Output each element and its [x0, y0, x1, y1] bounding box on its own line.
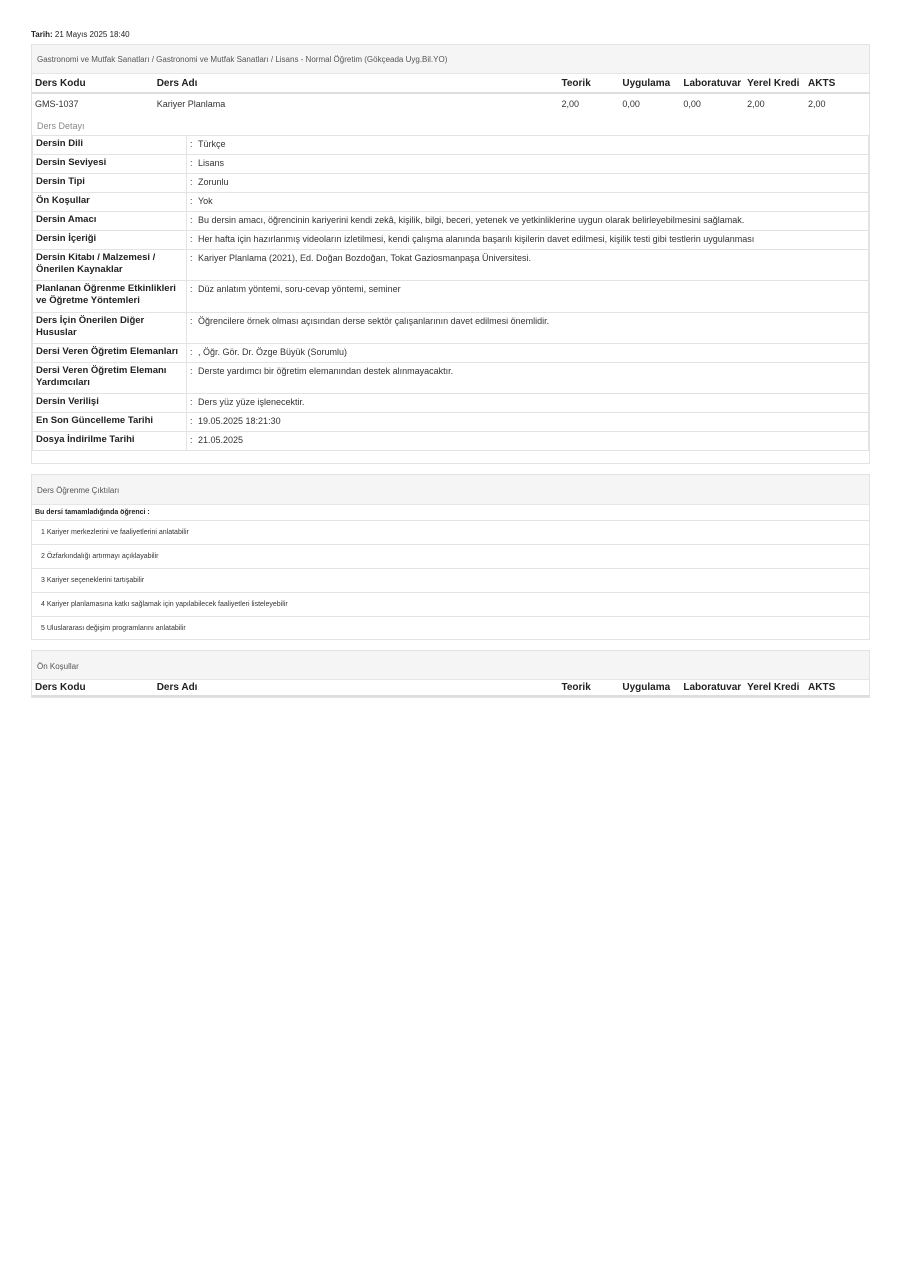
detail-separator: : — [190, 347, 193, 357]
detail-separator: : — [190, 215, 193, 225]
col-akts: AKTS — [805, 680, 869, 696]
detail-separator: : — [190, 196, 193, 206]
detail-value-cell — [187, 136, 869, 155]
detail-row — [33, 231, 869, 250]
detail-value: , Öğr. Gör. Dr. Özge Büyük (Sorumlu) — [198, 347, 348, 357]
detail-value: Kariyer Planlama (2021), Ed. Doğan Bozdoğan, Tokat Gaziosmanpaşa Üniversitesi. — [198, 253, 532, 263]
list-item: 1 Kariyer merkezlerini ve faaliyetlerini anlatabilir — [32, 521, 869, 545]
detail-row — [33, 313, 869, 344]
detail-value-cell — [187, 413, 869, 432]
detail-separator: : — [190, 397, 193, 407]
details-title: Ders Detayı — [37, 121, 85, 131]
detail-value: Bu dersin amacı, öğrencinin kariyerini kendi zekâ, kişilik, bilgi, beceri, yetenek ve yetkinliklerine uygun olarak belirleyebilmesini sağlamak. — [198, 215, 745, 225]
detail-separator: : — [190, 416, 193, 426]
course-table-header — [32, 74, 869, 93]
detail-separator: : — [190, 435, 193, 445]
detail-row — [33, 413, 869, 432]
detail-label: Ders İçin Önerilen Diğer Hususlar — [33, 313, 187, 344]
table-row — [32, 93, 869, 113]
detail-label: Dersin Seviyesi — [33, 155, 187, 174]
detail-separator: : — [190, 284, 193, 294]
detail-value-cell — [187, 281, 869, 313]
detail-value-cell — [187, 432, 869, 451]
col-ders-adi: Ders Adı — [154, 74, 559, 93]
detail-value: Ders yüz yüze işlenecektir. — [198, 397, 305, 407]
detail-label: En Son Güncelleme Tarihi — [33, 413, 187, 432]
detail-value-cell — [187, 212, 869, 231]
detail-separator: : — [190, 366, 193, 376]
detail-row — [33, 281, 869, 313]
download-date — [31, 30, 130, 39]
col-akts: AKTS — [805, 74, 869, 93]
detail-value-cell — [187, 394, 869, 413]
detail-row — [33, 432, 869, 451]
detail-value-cell — [187, 193, 869, 212]
outcomes-subtitle: Bu dersi tamamladığında öğrenci : — [32, 505, 869, 521]
detail-value: Öğrencilere örnek olması açısından derse sektör çalışanlarının davet edilmesi önemlidir. — [198, 316, 550, 326]
detail-separator: : — [190, 177, 193, 187]
col-ders-kodu: Ders Kodu — [32, 680, 154, 696]
detail-label: Dosya İndirilme Tarihi — [33, 432, 187, 451]
prerequisites-panel — [31, 650, 870, 698]
detail-row — [33, 250, 869, 281]
col-uygulama: Uygulama — [619, 74, 680, 93]
col-ders-adi: Ders Adı — [154, 680, 559, 696]
course-table — [32, 74, 869, 113]
detail-separator: : — [190, 253, 193, 263]
list-item: 3 Kariyer seçeneklerini tartışabilir — [32, 569, 869, 593]
list-item: 2 Özfarkındalığı artırmayı açıklayabilir — [32, 545, 869, 569]
col-teorik: Teorik — [558, 74, 619, 93]
date-label: Tarih: — [31, 30, 53, 39]
detail-value-cell — [187, 250, 869, 281]
col-ders-kodu: Ders Kodu — [32, 74, 154, 93]
prerequisites-header — [32, 680, 869, 696]
detail-row — [33, 212, 869, 231]
detail-label: Dersin İçeriği — [33, 231, 187, 250]
detail-label: Dersi Veren Öğretim Elemanı Yardımcıları — [33, 363, 187, 394]
detail-value-cell — [187, 344, 869, 363]
detail-value-cell — [187, 174, 869, 193]
detail-value: Zorunlu — [198, 177, 229, 187]
outcomes-title: Ders Öğrenme Çıktıları — [32, 475, 869, 505]
detail-separator: : — [190, 139, 193, 149]
program-path: Gastronomi ve Mutfak Sanatları / Gastronomi ve Mutfak Sanatları / Lisans - Normal Öğretim (Gökçeada Uyg.Bil.YO) — [32, 45, 869, 74]
detail-row — [33, 193, 869, 212]
detail-label: Dersin Tipi — [33, 174, 187, 193]
outcomes-panel — [31, 474, 870, 640]
detail-label: Dersin Dili — [33, 136, 187, 155]
detail-value: Yok — [198, 196, 213, 206]
detail-label: Planlanan Öğrenme Etkinlikleri ve Öğretme Yöntemleri — [33, 281, 187, 313]
detail-value: 19.05.2025 18:21:30 — [198, 416, 281, 426]
col-laboratuvar: Laboratuvar — [680, 74, 744, 93]
detail-separator: : — [190, 158, 193, 168]
col-laboratuvar: Laboratuvar — [680, 680, 744, 696]
col-yerel-kredi: Yerel Kredi — [744, 680, 805, 696]
detail-separator: : — [190, 316, 193, 326]
cell-yerel-kredi: 2,00 — [747, 98, 765, 109]
cell-ders-adi: Kariyer Planlama — [156, 98, 226, 109]
detail-label: Dersin Amacı — [33, 212, 187, 231]
col-teorik: Teorik — [558, 680, 619, 696]
detail-value: Her hafta için hazırlanmış videoların izletilmesi, kendi çalışma alanında başarılı kişilerin davet edilmesi, kişilik testi gibi testlerin uygulanması — [198, 234, 755, 244]
detail-row — [33, 155, 869, 174]
cell-ders-kodu: GMS-1037 — [35, 98, 79, 109]
detail-value: Türkçe — [198, 139, 226, 149]
list-item: 5 Uluslararası değişim programlarını anlatabilir — [41, 625, 186, 632]
cell-uygulama: 0,00 — [622, 98, 640, 109]
detail-value-cell — [187, 363, 869, 394]
course-panel — [31, 44, 870, 464]
date-value: 21 Mayıs 2025 18:40 — [54, 30, 130, 39]
outcomes-list — [32, 521, 869, 640]
col-uygulama: Uygulama — [619, 680, 680, 696]
prerequisites-title: Ön Koşullar — [32, 651, 869, 680]
details-table — [32, 135, 869, 451]
detail-label: Dersin Verilişi — [33, 394, 187, 413]
detail-value-cell — [187, 231, 869, 250]
prerequisites-table — [32, 680, 869, 697]
detail-label: Ön Koşullar — [33, 193, 187, 212]
cell-teorik: 2,00 — [561, 98, 580, 109]
detail-row — [33, 363, 869, 394]
detail-row — [33, 344, 869, 363]
detail-separator: : — [190, 234, 193, 244]
detail-label: Dersin Kitabı / Malzemesi / Önerilen Kaynaklar — [33, 250, 187, 281]
cell-laboratuvar: 0,00 — [683, 98, 701, 109]
detail-value: Lisans — [198, 158, 225, 168]
detail-value-cell — [187, 155, 869, 174]
detail-row — [33, 174, 869, 193]
detail-value: 21.05.2025 — [198, 435, 244, 445]
detail-label: Dersi Veren Öğretim Elemanları — [33, 344, 187, 363]
detail-value: Düz anlatım yöntemi, soru-cevap yöntemi, seminer — [198, 284, 401, 294]
cell-akts: 2,00 — [808, 98, 826, 109]
detail-value: Derste yardımcı bir öğretim elemanından destek alınmayacaktır. — [198, 366, 454, 376]
detail-row — [33, 394, 869, 413]
col-yerel-kredi: Yerel Kredi — [744, 74, 805, 93]
detail-value-cell — [187, 313, 869, 344]
detail-row — [33, 136, 869, 155]
list-item: 4 Kariyer planlamasına katkı sağlamak için yapılabilecek faaliyetleri listeleyebilir — [32, 593, 869, 617]
